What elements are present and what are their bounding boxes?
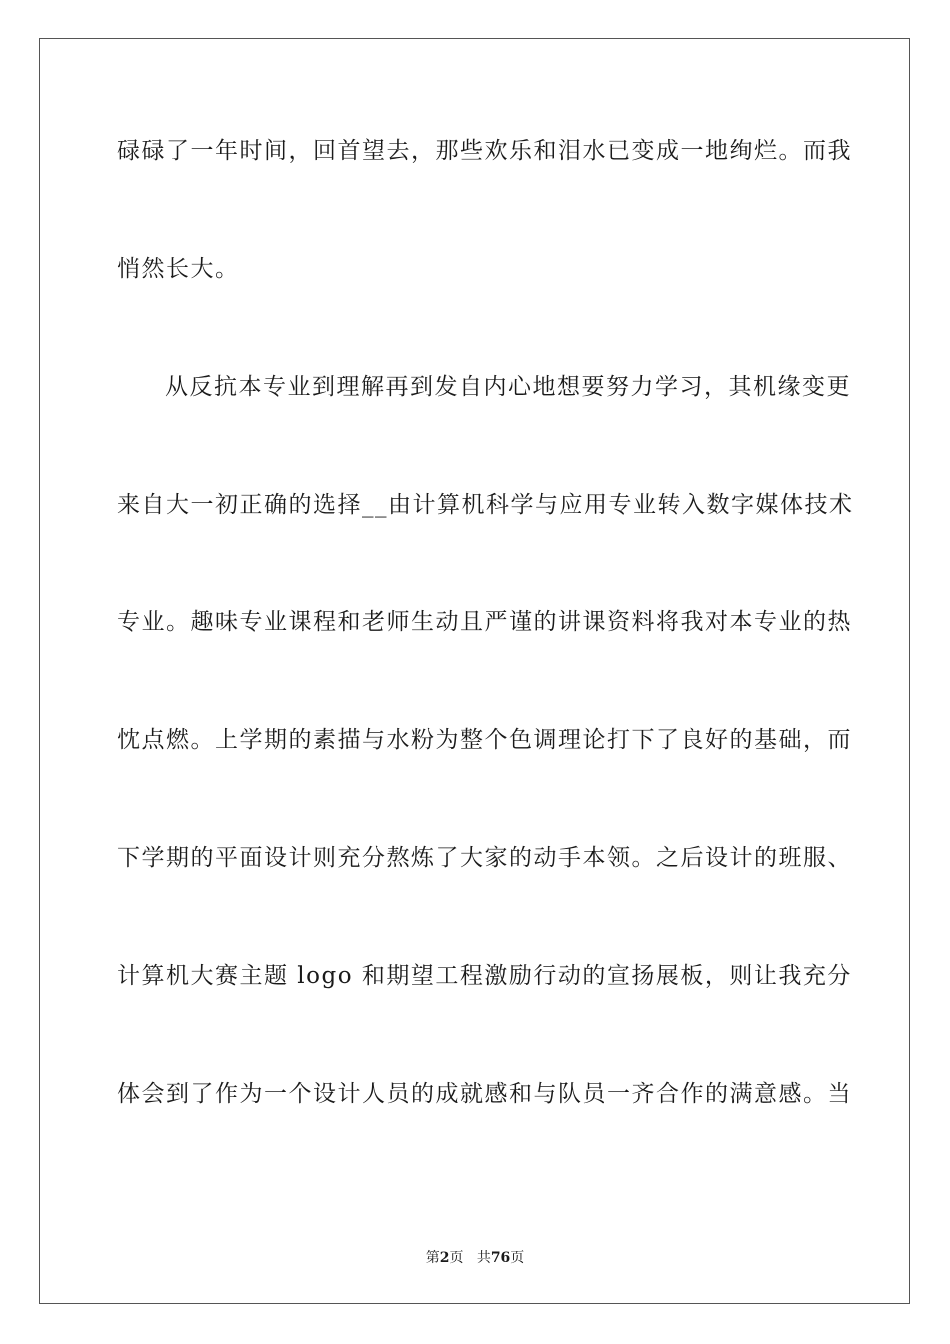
text-line-2: 悄然长大。 bbox=[117, 256, 240, 282]
text-line-8: 计算机大赛主题 logo 和期望工程激励行动的宣扬展板，则让我充分 bbox=[117, 963, 852, 989]
page-number: 2 bbox=[439, 1250, 450, 1266]
text-line-5: 专业。趣味专业课程和老师生动且严谨的讲课资料将我对本专业的热 bbox=[117, 609, 852, 635]
page-prefix: 第 bbox=[425, 1250, 440, 1266]
text-line-1: 碌碌了一年时间，回首望去，那些欢乐和泪水已变成一地绚烂。而我 bbox=[117, 138, 852, 164]
page-footer bbox=[0, 1247, 950, 1267]
text-line-6: 忱点燃。上学期的素描与水粉为整个色调理论打下了良好的基础，而 bbox=[117, 727, 852, 753]
text-line-7: 下学期的平面设计则充分熬炼了大家的动手本领。之后设计的班服、 bbox=[117, 845, 852, 871]
total-prefix: 共 bbox=[476, 1250, 491, 1266]
total-suffix: 页 bbox=[510, 1250, 525, 1266]
page-suffix: 页 bbox=[449, 1250, 464, 1266]
text-line-3: 从反抗本专业到理解再到发自内心地想要努力学习，其机缘变更 bbox=[165, 374, 851, 400]
text-line-9: 体会到了作为一个设计人员的成就感和与队员一齐合作的满意感。当 bbox=[117, 1081, 852, 1107]
text-line-4: 来自大一初正确的选择__由计算机科学与应用专业转入数字媒体技术 bbox=[117, 492, 854, 518]
total-pages: 76 bbox=[490, 1250, 511, 1266]
page-frame bbox=[39, 38, 910, 1304]
